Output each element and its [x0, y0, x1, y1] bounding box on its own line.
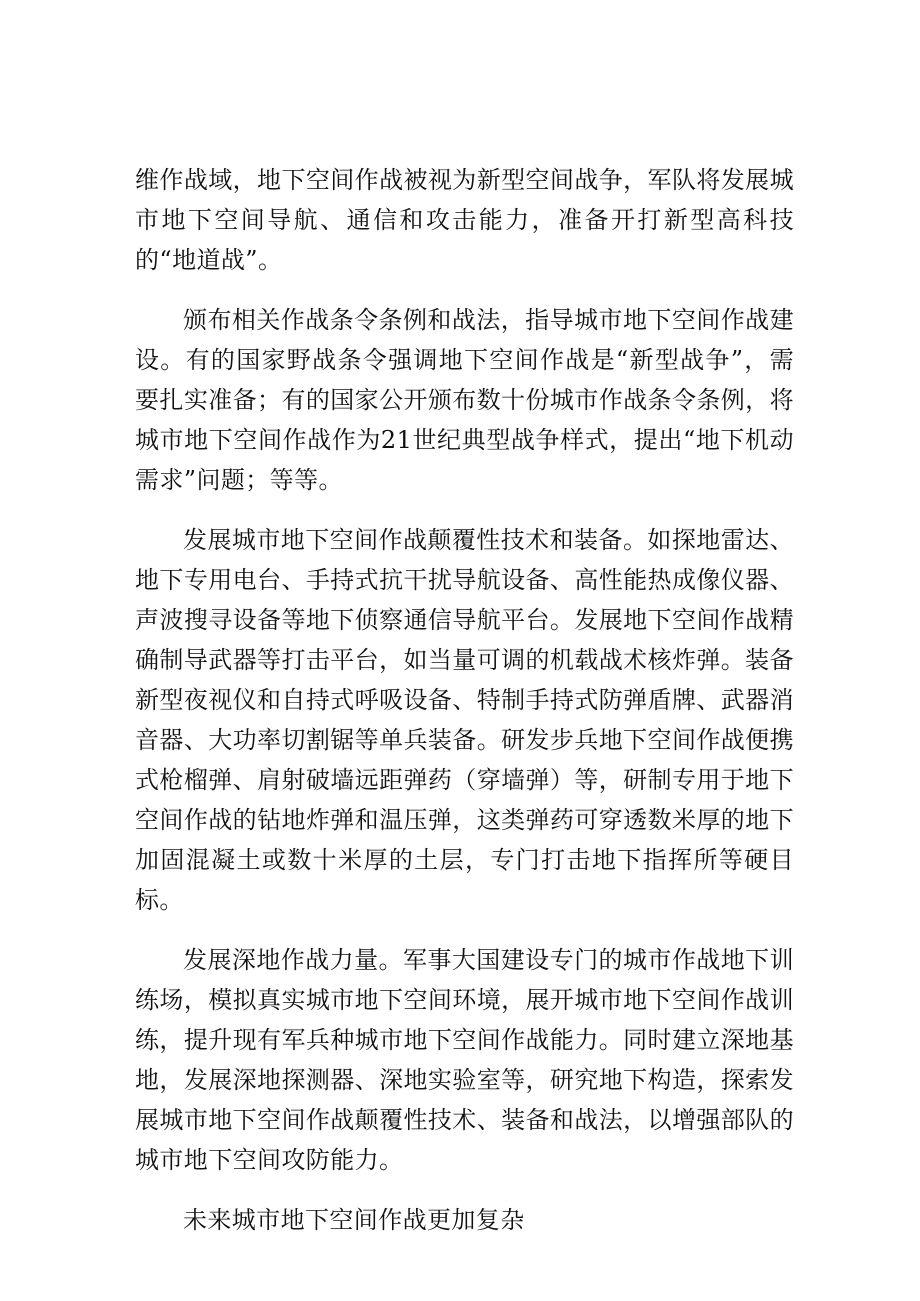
paragraph-doctrine: 颁布相关作战条令条例和战法，指导城市地下空间作战建设。有的国家野战条令强调地下空间作战是“新型战争”，需要扎实准备；有的国家公开颁布数十份城市作战条令条例，将城市地下空间作战作为21世纪典型战争样式，提出“地下机动需求”问题；等等。	[135, 306, 794, 494]
section-heading: 未来城市地下空间作战更加复杂	[183, 1206, 525, 1234]
paragraph-forces: 发展深地作战力量。军事大国建设专门的城市作战地下训练场，模拟真实城市地下空间环境，展开城市地下空间作战训练，提升现有军兵种城市地下空间作战能力。同时建立深地基地，发展深地探测器、深地实验室等，研究地下构造，探索发展城市地下空间作战颠覆性技术、装备和战法，以增强部队的城市地下空间攻防能力。	[135, 946, 794, 1174]
paragraph-technology: 发展城市地下空间作战颠覆性技术和装备。如探地雷达、地下专用电台、手持式抗干扰导航设备、高性能热成像仪器、声波搜寻设备等地下侦察通信导航平台。发展地下空间作战精确制导武器等打击平台，如当量可调的机载战术核炸弹。装备新型夜视仪和自持式呼吸设备、特制手持式防弹盾牌、武器消音器、大功率切割锯等单兵装备。研发步兵地下空间作战便携式枪榴弹、肩射破墙远距弹药（穿墙弹）等，研制专用于地下空间作战的钻地炸弹和温压弹，这类弹药可穿透数米厚的地下加固混凝土或数十米厚的土层，专门打击地下指挥所等硬目标。	[135, 526, 794, 914]
paragraph-continuation: 维作战域，地下空间作战被视为新型空间战争，军队将发展城市地下空间导航、通信和攻击能力，准备开打新型高科技的“地道战”。	[135, 166, 794, 274]
